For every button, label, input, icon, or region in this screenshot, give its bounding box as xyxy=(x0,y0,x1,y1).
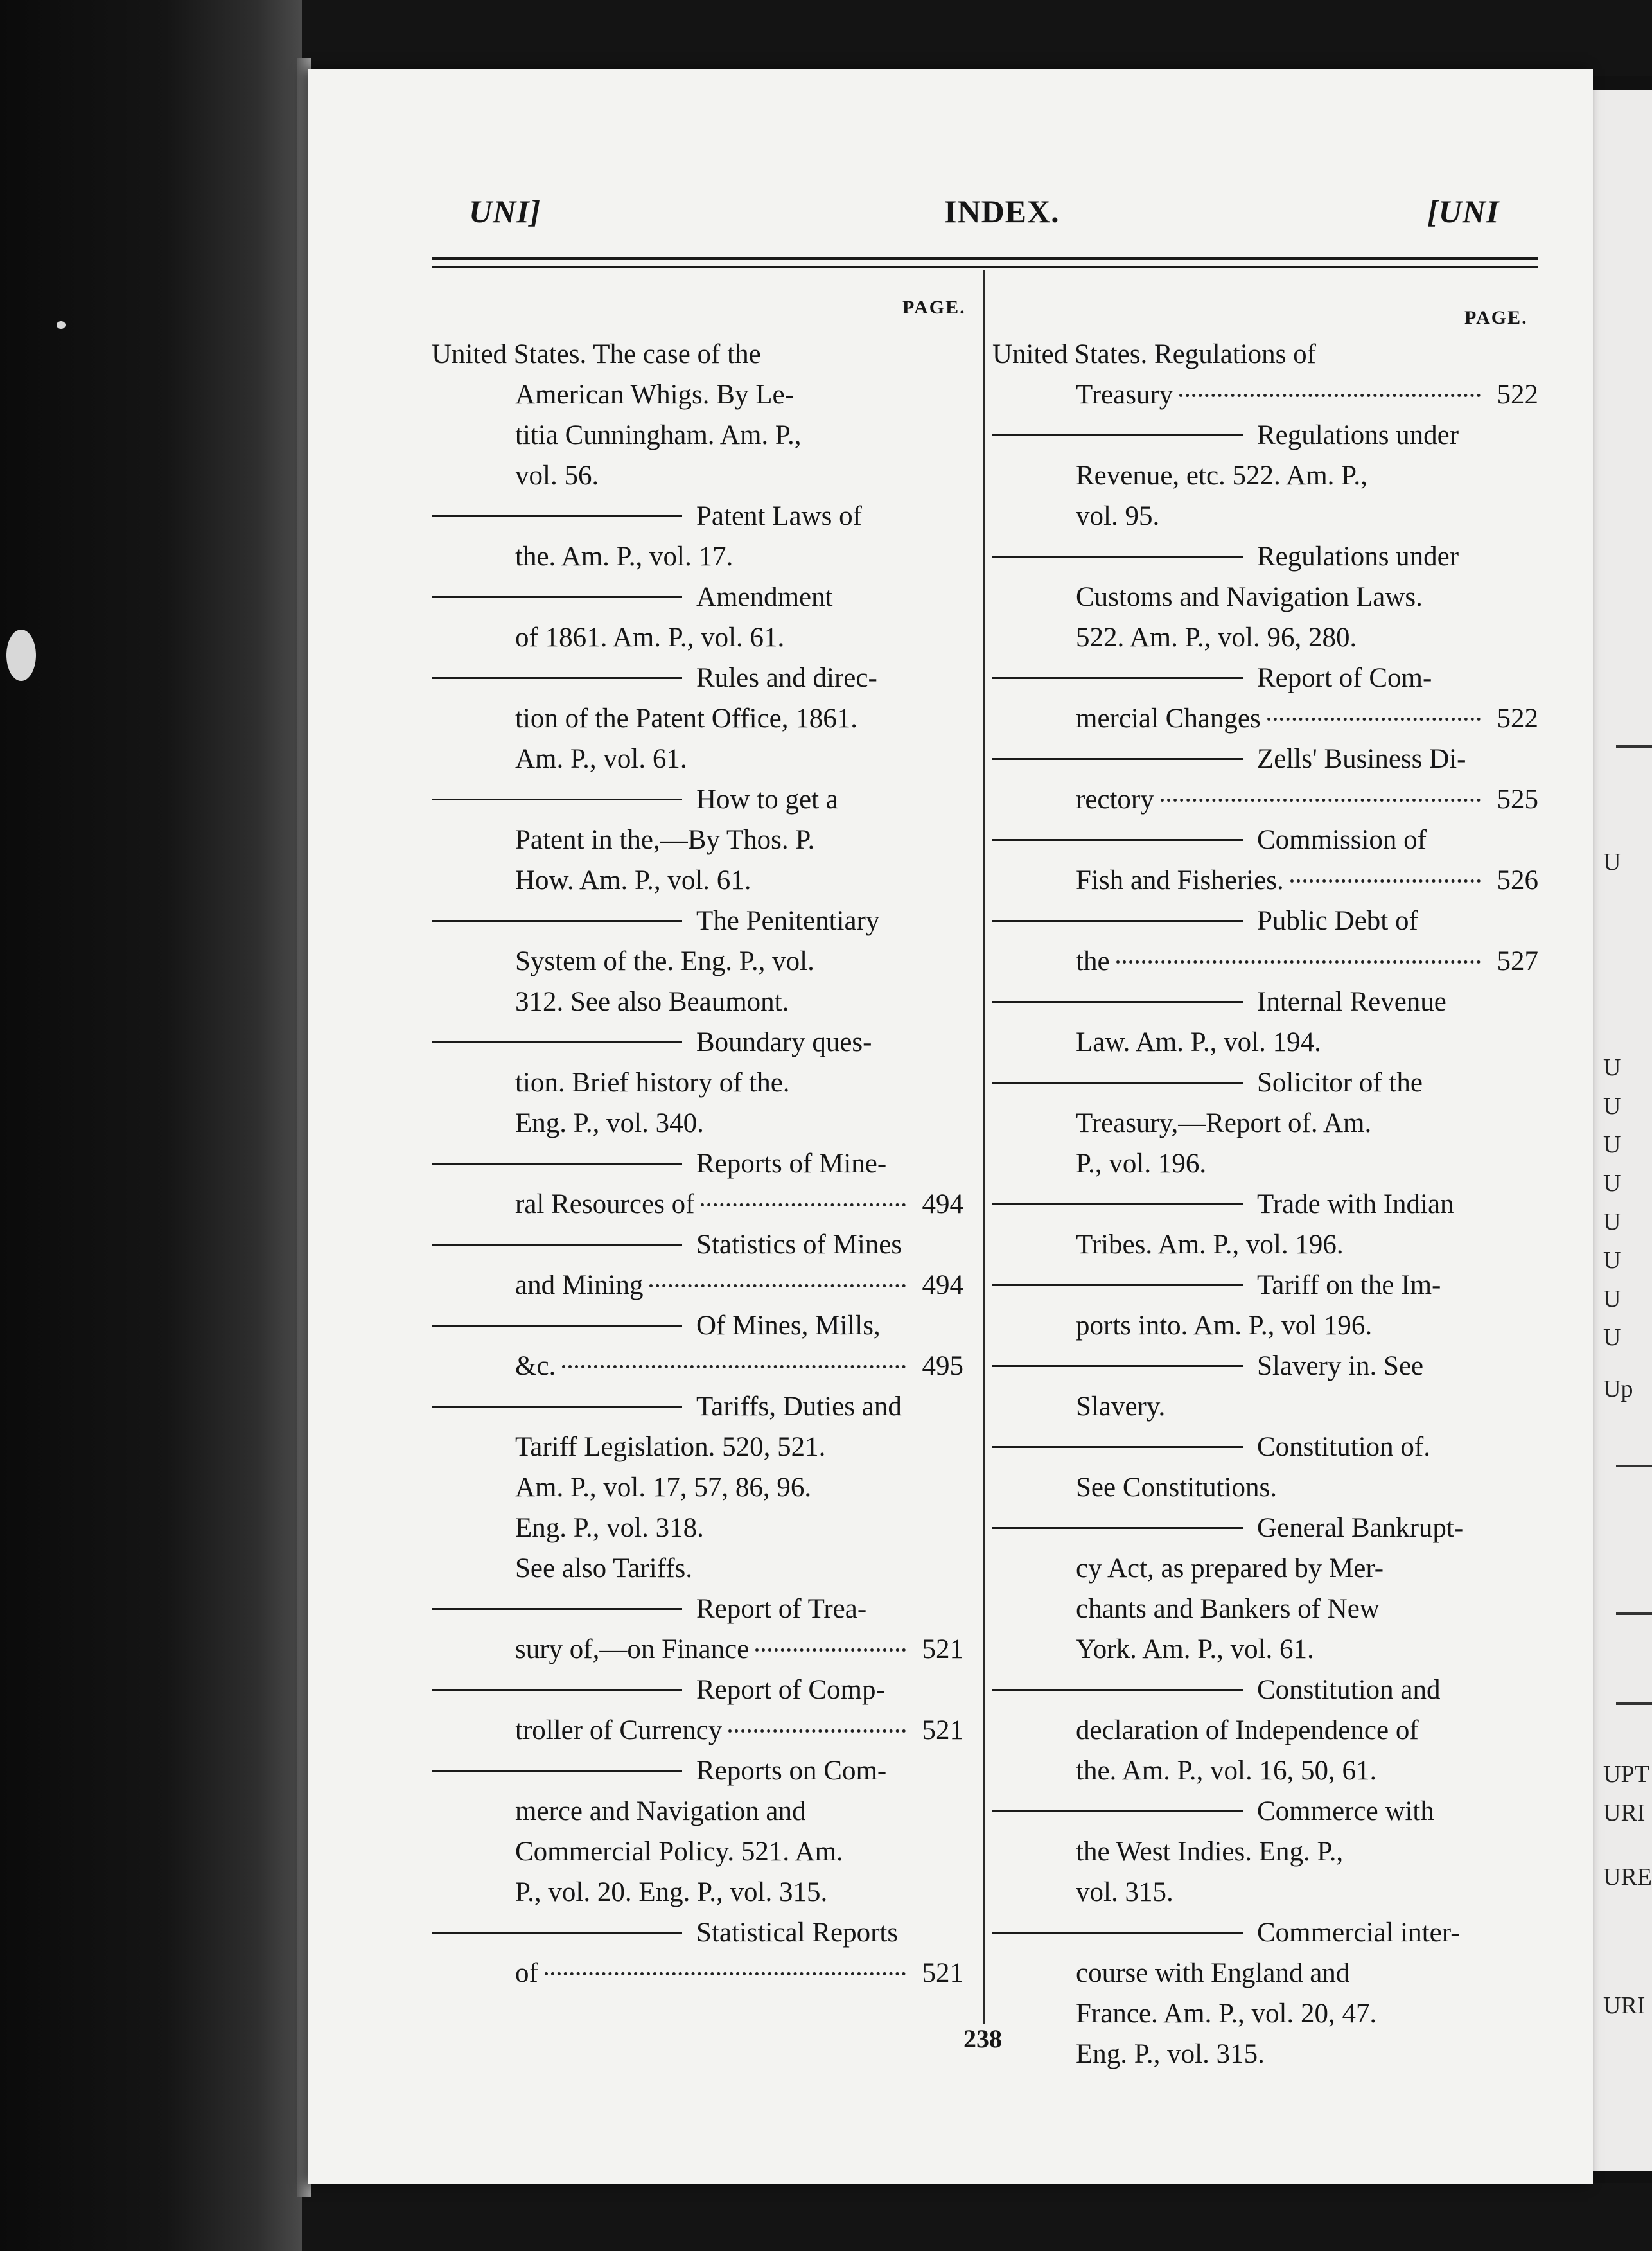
entry-text: titia Cunningham. Am. P., xyxy=(515,420,802,450)
leader-dots xyxy=(755,1648,906,1652)
running-head-right: [UNI xyxy=(1427,193,1500,229)
running-head-title: INDEX. xyxy=(944,193,1060,229)
page-reference: 521 xyxy=(922,1634,963,1664)
index-entry-line xyxy=(992,1386,1538,1427)
page-reference: 521 xyxy=(922,1958,963,1988)
entry-text: Report of Trea- xyxy=(696,1594,867,1624)
entry-text: the. Am. P., vol. 17. xyxy=(515,542,734,572)
entry-text: merce and Navigation and xyxy=(515,1796,806,1826)
adjacent-page-fragment: U xyxy=(1603,849,1621,876)
index-column-right xyxy=(992,334,1538,2074)
index-subentry-line xyxy=(432,1751,963,1791)
index-subentry-line xyxy=(432,1386,963,1427)
entry-text: American Whigs. By Le- xyxy=(515,380,794,410)
entry-text: Patent in the,—By Thos. P. xyxy=(515,825,815,855)
entry-text: vol. 315. xyxy=(1076,1877,1173,1907)
index-subentry-line xyxy=(432,1143,963,1184)
leader-dots xyxy=(1290,879,1481,883)
index-entry-line xyxy=(992,1143,1538,1184)
index-entry xyxy=(992,415,1538,536)
page-column-label: PAGE. xyxy=(902,297,966,318)
index-heading-line xyxy=(992,334,1538,375)
entry-text: Commercial inter- xyxy=(1257,1918,1460,1948)
index-entry-line xyxy=(992,1548,1538,1589)
entry-text: course with England and xyxy=(1076,1958,1350,1988)
index-entry-line xyxy=(432,1427,963,1467)
entry-text: How. Am. P., vol. 61. xyxy=(515,865,751,896)
index-entry xyxy=(992,901,1538,982)
entry-text: P., vol. 20. Eng. P., vol. 315. xyxy=(515,1877,828,1907)
entry-text: Revenue, etc. 522. Am. P., xyxy=(1076,461,1367,491)
index-entry-line xyxy=(432,1103,963,1143)
adjacent-page-fragment: URI xyxy=(1603,1799,1646,1826)
entry-text: Slavery. xyxy=(1076,1391,1166,1422)
entry-text: United States. The case of the xyxy=(432,339,761,369)
index-entry-line xyxy=(432,1265,963,1305)
adjacent-page xyxy=(1590,90,1652,2171)
index-entry-line xyxy=(432,982,963,1022)
index-entry xyxy=(992,820,1538,901)
index-subentry-line xyxy=(432,779,963,820)
entry-text: of xyxy=(515,1958,538,1988)
entry-text: the West Indies. Eng. P., xyxy=(1076,1837,1344,1867)
entry-text: tion. Brief history of the. xyxy=(515,1068,790,1098)
leader-dots xyxy=(1116,960,1481,964)
entry-text: Am. P., vol. 17, 57, 86, 96. xyxy=(515,1472,812,1503)
index-entry-line xyxy=(432,455,963,496)
index-entry-line xyxy=(432,415,963,455)
entry-text: Customs and Navigation Laws. xyxy=(1076,582,1423,612)
adjacent-page-fragment: U xyxy=(1603,1208,1621,1235)
index-entry xyxy=(432,901,963,1022)
adjacent-page-fragment: U xyxy=(1603,1131,1621,1158)
entry-text: 312. See also Beaumont. xyxy=(515,987,789,1017)
scan-speck xyxy=(57,321,66,329)
index-subentry-line xyxy=(992,1670,1538,1710)
page-column-label: PAGE. xyxy=(1464,307,1528,328)
index-subentry-line xyxy=(432,496,963,536)
entry-text: Treasury xyxy=(1076,380,1173,410)
index-entry-line xyxy=(432,860,963,901)
adjacent-page-fragment: U xyxy=(1603,1324,1621,1351)
index-entry xyxy=(992,658,1538,739)
leader-dots xyxy=(1179,394,1481,397)
index-entry xyxy=(432,1224,963,1305)
entry-text: Constitution of. xyxy=(1257,1432,1430,1462)
scan-speck xyxy=(6,630,36,681)
entry-text: Report of Comp- xyxy=(696,1675,885,1705)
index-entry-line xyxy=(432,1346,963,1386)
index-subentry-line xyxy=(432,1912,963,1953)
entry-text: chants and Bankers of New xyxy=(1076,1594,1380,1624)
entry-text: Zells' Business Di- xyxy=(1257,744,1466,774)
entry-text: See Constitutions. xyxy=(1076,1472,1277,1503)
index-entry-line xyxy=(992,1751,1538,1791)
index-subentry-line xyxy=(432,577,963,617)
leader-dots xyxy=(1161,799,1481,802)
page-number: 238 xyxy=(963,2024,1002,2053)
index-subentry-line xyxy=(992,1508,1538,1548)
index-entry-line xyxy=(432,1710,963,1751)
entry-text: Commerce with xyxy=(1257,1796,1434,1826)
index-entry xyxy=(992,1912,1538,2074)
index-entry-line xyxy=(992,1872,1538,1912)
page-reference: 521 xyxy=(922,1715,963,1745)
index-entry-line xyxy=(992,2034,1538,2074)
entry-text: Internal Revenue xyxy=(1257,987,1446,1017)
index-entry-line xyxy=(992,1589,1538,1629)
index-entry-line xyxy=(432,698,963,739)
entry-text: Patent Laws of xyxy=(696,501,862,531)
leader-dots xyxy=(1267,718,1481,721)
header-rule xyxy=(432,257,1538,260)
entry-text: cy Act, as prepared by Mer- xyxy=(1076,1553,1384,1584)
index-subentry-line xyxy=(992,820,1538,860)
index-subentry-line xyxy=(992,982,1538,1022)
index-subentry-line xyxy=(992,536,1538,577)
index-entry xyxy=(432,1751,963,1912)
index-entry xyxy=(992,1063,1538,1184)
entry-text: France. Am. P., vol. 20, 47. xyxy=(1076,1999,1377,2029)
index-entry-line xyxy=(992,1993,1538,2034)
index-entry-line xyxy=(992,779,1538,820)
entry-text: the xyxy=(1076,946,1110,976)
entry-text: &c. xyxy=(515,1351,556,1381)
entry-text: ports into. Am. P., vol 196. xyxy=(1076,1311,1373,1341)
index-entry-line xyxy=(992,1710,1538,1751)
index-entry-line xyxy=(992,455,1538,496)
index-entry-line xyxy=(432,617,963,658)
index-entry xyxy=(432,1386,963,1589)
entry-text: sury of,—on Finance xyxy=(515,1634,750,1664)
index-entry xyxy=(432,1022,963,1143)
adjacent-page-fragment: U xyxy=(1603,1247,1621,1274)
entry-text: Constitution and xyxy=(1257,1675,1441,1705)
index-entry-line xyxy=(432,536,963,577)
running-head-left: UNI] xyxy=(469,193,541,229)
leader-dots xyxy=(545,1972,906,1975)
adjacent-page-dash xyxy=(1616,1465,1652,1467)
column-divider xyxy=(983,270,985,2024)
entry-text: vol. 95. xyxy=(1076,501,1160,531)
entry-text: Tariffs, Duties and xyxy=(696,1391,902,1422)
index-subentry-line xyxy=(432,901,963,941)
index-subentry-line xyxy=(992,1265,1538,1305)
index-entry xyxy=(432,1305,963,1386)
index-entry-line xyxy=(432,1791,963,1832)
index-entry-line xyxy=(432,1832,963,1872)
entry-text: declaration of Independence of xyxy=(1076,1715,1419,1745)
index-entry xyxy=(992,1670,1538,1791)
adjacent-page-fragment: U xyxy=(1603,1285,1621,1312)
index-entry-line xyxy=(432,375,963,415)
entry-text: Commercial Policy. 521. Am. xyxy=(515,1837,843,1867)
index-subentry-line xyxy=(992,1346,1538,1386)
page-reference: 522 xyxy=(1497,380,1538,410)
index-entry xyxy=(992,982,1538,1063)
index-subentry-line xyxy=(432,1589,963,1629)
index-subentry-line xyxy=(992,901,1538,941)
entry-text: Eng. P., vol. 340. xyxy=(515,1108,704,1138)
adjacent-page-fragment: U xyxy=(1603,1054,1621,1081)
entry-text: mercial Changes xyxy=(1076,703,1261,734)
entry-text: Fish and Fisheries. xyxy=(1076,865,1284,896)
index-entry xyxy=(992,739,1538,820)
index-entry-line xyxy=(432,1548,963,1589)
entry-text: Commission of xyxy=(1257,825,1427,855)
index-subentry-line xyxy=(992,658,1538,698)
entry-text: How to get a xyxy=(696,784,838,815)
leader-dots xyxy=(701,1203,906,1206)
entry-text: Eng. P., vol. 315. xyxy=(1076,2039,1265,2069)
entry-text: Rules and direc- xyxy=(696,663,877,693)
entry-text: tion of the Patent Office, 1861. xyxy=(515,703,858,734)
index-entry-line xyxy=(992,1103,1538,1143)
adjacent-page-dash xyxy=(1616,1702,1652,1705)
entry-text: Public Debt of xyxy=(1257,906,1418,936)
entry-text: and Mining xyxy=(515,1270,644,1300)
index-entry-line xyxy=(992,1467,1538,1508)
adjacent-page-fragment: URE xyxy=(1603,1864,1652,1891)
entry-text: Reports of Mine- xyxy=(696,1149,887,1179)
adjacent-page-fragment: Up xyxy=(1603,1375,1633,1402)
entry-text: Slavery in. See xyxy=(1257,1351,1424,1381)
entry-text: Boundary ques- xyxy=(696,1027,872,1057)
page-reference: 495 xyxy=(922,1351,963,1381)
page-reference: 494 xyxy=(922,1270,963,1300)
index-entry-line xyxy=(992,860,1538,901)
adjacent-page-fragment: UPT xyxy=(1603,1761,1649,1788)
entry-text: Treasury,—Report of. Am. xyxy=(1076,1108,1372,1138)
index-entry-line xyxy=(992,698,1538,739)
entry-text: Trade with Indian xyxy=(1257,1189,1454,1219)
entry-text: 522. Am. P., vol. 96, 280. xyxy=(1076,622,1357,653)
entry-text: System of the. Eng. P., vol. xyxy=(515,946,814,976)
page-reference: 522 xyxy=(1497,703,1538,734)
index-subentry-line xyxy=(432,1022,963,1063)
leader-dots xyxy=(649,1284,906,1287)
leader-dots xyxy=(562,1365,906,1368)
index-entry-line xyxy=(992,577,1538,617)
entry-text: of 1861. Am. P., vol. 61. xyxy=(515,622,785,653)
index-subentry-line xyxy=(432,1670,963,1710)
adjacent-page-dash xyxy=(1616,1612,1652,1615)
entry-text: P., vol. 196. xyxy=(1076,1149,1207,1179)
entry-text: Regulations under xyxy=(1257,542,1459,572)
entry-text: rectory xyxy=(1076,784,1154,815)
index-entry-line xyxy=(992,496,1538,536)
index-entry-line xyxy=(432,1872,963,1912)
entry-text: Regulations under xyxy=(1257,420,1459,450)
entry-text: Of Mines, Mills, xyxy=(696,1311,881,1341)
index-entry-line xyxy=(992,1305,1538,1346)
adjacent-page-fragment: U xyxy=(1603,1170,1621,1197)
entry-text: The Penitentiary xyxy=(696,906,880,936)
index-entry-line xyxy=(992,375,1538,415)
leader-dots xyxy=(728,1729,906,1733)
entry-text: Am. P., vol. 61. xyxy=(515,744,687,774)
page-reference: 527 xyxy=(1497,946,1538,976)
index-entry xyxy=(992,1427,1538,1508)
index-entry-line xyxy=(432,1063,963,1103)
entry-text: Solicitor of the xyxy=(1257,1068,1423,1098)
index-subentry-line xyxy=(992,1063,1538,1103)
entry-text: Tariff Legislation. 520, 521. xyxy=(515,1432,826,1462)
entry-text: ral Resources of xyxy=(515,1189,695,1219)
entry-text: Tribes. Am. P., vol. 196. xyxy=(1076,1230,1344,1260)
entry-text: the. Am. P., vol. 16, 50, 61. xyxy=(1076,1756,1377,1786)
index-entry xyxy=(432,1912,963,1993)
index-subentry-line xyxy=(432,1305,963,1346)
adjacent-page-fragment: U xyxy=(1603,1093,1621,1120)
index-subentry-line xyxy=(992,1184,1538,1224)
index-entry xyxy=(992,536,1538,658)
index-entry xyxy=(992,1508,1538,1670)
index-entry xyxy=(992,1265,1538,1346)
index-subentry-line xyxy=(992,1427,1538,1467)
index-entry-line xyxy=(992,1953,1538,1993)
index-entry xyxy=(432,658,963,779)
entry-text: Statistical Reports xyxy=(696,1918,899,1948)
index-column-left xyxy=(432,334,963,1993)
entry-text: General Bankrupt- xyxy=(1257,1513,1464,1543)
index-heading-line xyxy=(432,334,963,375)
index-subentry-line xyxy=(992,1912,1538,1953)
index-entry-line xyxy=(432,739,963,779)
adjacent-page-fragment: URI xyxy=(1603,1992,1646,2019)
index-entry xyxy=(432,334,963,496)
entry-text: Eng. P., vol. 318. xyxy=(515,1513,704,1543)
index-entry xyxy=(992,1184,1538,1265)
index-entry-line xyxy=(992,1224,1538,1265)
index-entry xyxy=(992,1791,1538,1912)
entry-text: Amendment xyxy=(696,582,833,612)
index-entry-line xyxy=(992,1022,1538,1063)
page-reference: 526 xyxy=(1497,865,1538,896)
adjacent-page-dash xyxy=(1616,745,1652,748)
entry-text: Law. Am. P., vol. 194. xyxy=(1076,1027,1321,1057)
scan-background-left xyxy=(0,0,302,2251)
index-entry-line xyxy=(432,1629,963,1670)
index-entry-line xyxy=(992,617,1538,658)
entry-text: Report of Com- xyxy=(1257,663,1432,693)
index-entry-line xyxy=(992,1629,1538,1670)
page-reference: 494 xyxy=(922,1189,963,1219)
entry-text: vol. 56. xyxy=(515,461,599,491)
index-subentry-line xyxy=(992,739,1538,779)
index-subentry-line xyxy=(992,415,1538,455)
entry-text: troller of Currency xyxy=(515,1715,723,1745)
entry-text: Statistics of Mines xyxy=(696,1230,902,1260)
index-entry-line xyxy=(432,941,963,982)
index-entry-line xyxy=(432,820,963,860)
index-subentry-line xyxy=(432,1224,963,1265)
entry-text: See also Tariffs. xyxy=(515,1553,693,1584)
index-entry xyxy=(432,577,963,658)
page-reference: 525 xyxy=(1497,784,1538,815)
index-entry xyxy=(992,334,1538,415)
index-entry xyxy=(432,496,963,577)
index-entry xyxy=(432,1670,963,1751)
index-entry-line xyxy=(432,1467,963,1508)
header-rule xyxy=(432,266,1538,268)
index-entry xyxy=(432,1589,963,1670)
index-subentry-line xyxy=(432,658,963,698)
index-entry-line xyxy=(992,1832,1538,1872)
index-subentry-line xyxy=(992,1791,1538,1832)
index-entry-line xyxy=(432,1953,963,1993)
index-entry-line xyxy=(432,1508,963,1548)
index-entry-line xyxy=(432,1184,963,1224)
entry-text: Reports on Com- xyxy=(696,1756,887,1786)
entry-text: York. Am. P., vol. 61. xyxy=(1076,1634,1314,1664)
entry-text: Tariff on the Im- xyxy=(1257,1270,1441,1300)
index-entry-line xyxy=(992,941,1538,982)
index-entry xyxy=(432,1143,963,1224)
index-entry xyxy=(992,1346,1538,1427)
entry-text: United States. Regulations of xyxy=(992,339,1316,369)
index-entry xyxy=(432,779,963,901)
